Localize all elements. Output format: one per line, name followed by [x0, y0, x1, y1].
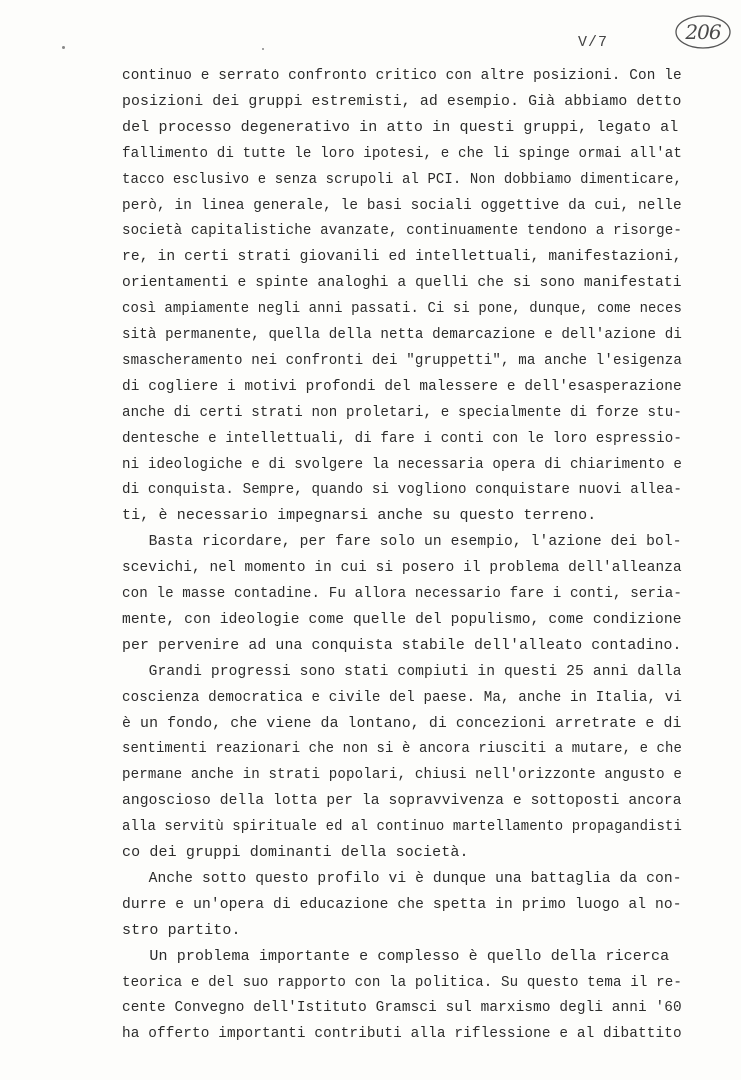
text-line: del processo degenerativo in atto in questi gruppi, legato al: [122, 118, 679, 136]
text-line: Grandi progressi sono stati compiuti in questi 25 anni dalla: [122, 662, 682, 680]
text-line: di cogliere i motivi profondi del malessere e dell'esasperazione: [122, 377, 682, 395]
typewritten-body: [122, 68, 727, 1048]
text-line: posizioni dei gruppi estremisti, ad esempio. Già abbiamo detto: [122, 92, 682, 110]
text-line: teorica e del suo rapporto con la politica. Su questo tema il re-: [122, 973, 682, 991]
handwritten-page-stamp: [674, 14, 732, 50]
text-line: ni ideologiche e di svolgere la necessaria opera di chiarimento e: [122, 455, 682, 473]
text-line: co dei gruppi dominanti della società.: [122, 844, 469, 861]
text-line: ha offerto importanti contributi alla riflessione e al dibattito: [122, 1025, 682, 1043]
paper-speck: [262, 48, 264, 50]
text-line: per pervenire ad una conquista stabile dell'alleato contadino.: [122, 636, 682, 654]
text-line: Un problema importante e complesso è quello della ricerca: [122, 947, 670, 965]
text-line: fallimento di tutte le loro ipotesi, e che li spinge ormai all'at: [122, 144, 682, 162]
text-line: però, in linea generale, le basi sociali oggettive da cui, nelle: [122, 196, 682, 214]
text-line: è un fondo, che viene da lontano, di concezioni arretrate e di: [122, 714, 682, 732]
text-line: angoscioso della lotta per la sopravvivenza e sottoposti ancora: [122, 792, 682, 810]
text-line: smascheramento nei confronti dei "gruppetti", ma anche l'esigenza: [122, 351, 682, 369]
text-line: tacco esclusivo e senza scrupoli al PCI. Non dobbiamo dimenticare,: [122, 170, 683, 188]
stamp-number: 206: [685, 20, 721, 44]
text-line: sentimenti reazionari che non si è ancora riusciti a mutare, e che: [122, 740, 683, 758]
text-line: così ampiamente negli anni passati. Ci si pone, dunque, come neces: [122, 300, 683, 318]
text-line: con le masse contadine. Fu allora necessario fare i conti, seria-: [122, 585, 682, 602]
page-number: V/7: [578, 34, 609, 51]
text-line: di conquista. Sempre, quando si vogliono conquistare nuovi allea-: [122, 481, 682, 499]
text-line: continuo e serrato confronto critico con altre posizioni. Con le: [122, 67, 682, 84]
text-line: Anche sotto questo profilo vi è dunque una battaglia da con-: [122, 869, 682, 887]
text-line: Basta ricordare, per fare solo un esempio, l'azione dei bol-: [122, 533, 682, 551]
text-line: mente, con ideologie come quelle del populismo, come condizione: [122, 610, 682, 628]
text-line: dentesche e intellettuali, di fare i conti con le loro espressio-: [122, 429, 682, 447]
text-line: re, in certi strati giovanili ed intellettuali, manifestazioni,: [122, 248, 682, 266]
text-line: coscienza democratica e civile del paese. Ma, anche in Italia, vi: [122, 688, 682, 706]
text-line: società capitalistiche avanzate, continuamente tendono a risorge-: [122, 222, 682, 240]
text-line: scevichi, nel momento in cui si posero il problema dell'alleanza: [122, 559, 682, 577]
text-line: durre e un'opera di educazione che spetta in primo luogo al no-: [122, 895, 682, 913]
text-line: orientamenti e spinte analoghi a quelli che si sono manifestati: [122, 274, 682, 292]
text-line: alla servitù spirituale ed al continuo martellamento propagandisti: [122, 818, 683, 836]
text-line: sità permanente, quella della netta demarcazione e dell'azione di: [122, 326, 682, 343]
text-line: permane anche in strati popolari, chiusi nell'orizzonte angusto e: [122, 766, 682, 784]
text-line: stro partito.: [122, 921, 241, 939]
paper-speck: [62, 46, 65, 49]
text-line: anche di certi strati non proletari, e specialmente di forze stu-: [122, 403, 682, 421]
text-line: ti, è necessario impegnarsi anche su questo terreno.: [122, 507, 597, 525]
text-line: cente Convegno dell'Istituto Gramsci sul marxismo degli anni '60: [122, 999, 682, 1017]
